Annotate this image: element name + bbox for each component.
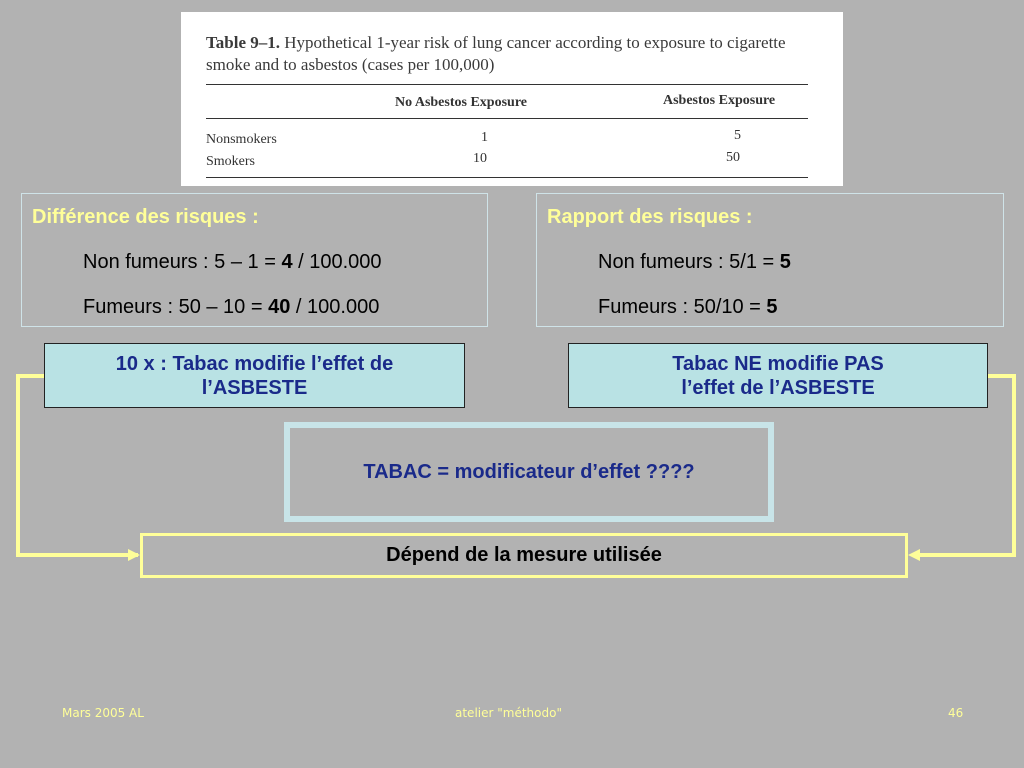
ratio-nonsmokers-value: 5 (779, 251, 791, 273)
difference-nonsmokers-prefix: Non fumeurs : 5 – 1 = (83, 251, 282, 273)
difference-smokers-prefix: Fumeurs : 50 – 10 = (83, 296, 269, 318)
table-row-label-nonsmokers: Nonsmokers (206, 132, 277, 147)
table-header-no-asbestos: No Asbestos Exposure (395, 95, 527, 110)
depends-text: Dépend de la mesure utilisée (386, 544, 662, 566)
right-conclusion-line1: Tabac NE modifie PAS (672, 352, 884, 375)
table-cell-smokers-asbestos: 50 (726, 150, 740, 165)
ratio-title: Rapport des risques : (547, 206, 753, 228)
difference-nonsmokers-value: 4 (281, 251, 293, 273)
table-cell-nonsmokers-asbestos: 5 (734, 128, 741, 143)
table-caption-label: Table 9–1. (206, 33, 281, 52)
difference-smokers-suffix: / 100.000 (290, 296, 380, 318)
left-arrowhead-icon (128, 549, 140, 561)
table-caption-text: Hypothetical 1-year risk of lung cancer according to exposure to cigarette smoke and to asbestos (cases per 100,000) (206, 33, 786, 74)
table-row-label-smokers: Smokers (206, 154, 255, 169)
question-text: TABAC = modificateur d’effet ???? (363, 460, 695, 483)
table-header-asbestos: Asbestos Exposure (663, 93, 776, 108)
right-arrowhead-icon (908, 549, 920, 561)
depends-box (140, 533, 908, 578)
difference-nonsmokers-suffix: / 100.000 (292, 251, 382, 273)
right-conclusion-line2: l’effet de l’ASBESTE (681, 376, 875, 399)
ratio-smokers-prefix: Fumeurs : 50/10 = (598, 296, 767, 318)
ratio-smokers-value: 5 (766, 296, 778, 318)
right-conclusion-box (568, 343, 988, 408)
table-cell-nonsmokers-no-asbestos: 1 (481, 130, 488, 145)
footer-left: Mars 2005 AL (62, 706, 144, 720)
difference-title: Différence des risques : (32, 206, 259, 228)
left-conclusion-box (44, 343, 465, 408)
footer-center: atelier "méthodo" (455, 706, 562, 720)
difference-smokers-value: 40 (268, 296, 291, 318)
slide-number: 46 (948, 706, 964, 720)
question-box (284, 422, 774, 522)
left-conclusion-line2: l’ASBESTE (201, 376, 308, 399)
ratio-nonsmokers-prefix: Non fumeurs : 5/1 = (598, 251, 780, 273)
left-conclusion-line1: 10 x : Tabac modifie l’effet de (115, 352, 394, 375)
table-cell-smokers-no-asbestos: 10 (473, 151, 487, 166)
